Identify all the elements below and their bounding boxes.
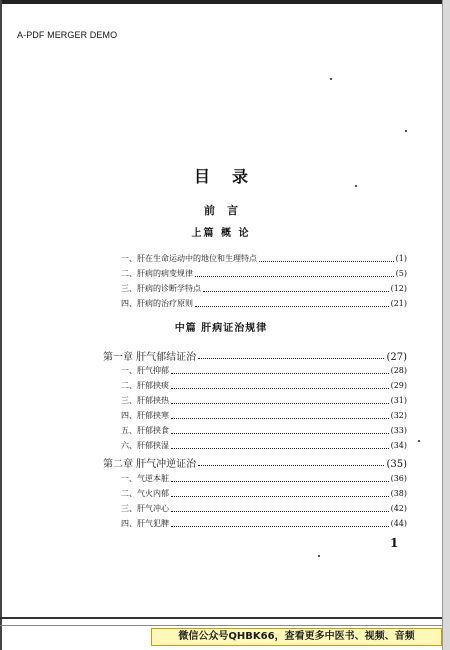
scan-speck [318, 555, 320, 557]
toc-entry[interactable] [121, 395, 407, 406]
dot-leader [259, 256, 394, 262]
toc-entry-label: 四、肝气犯脾 [121, 519, 169, 528]
toc-preface: 前言 [204, 204, 250, 217]
toc-entry-label: 一、肝气抑郁 [121, 366, 169, 375]
toc-chapter-page: (27) [386, 352, 407, 363]
scan-speck [405, 130, 407, 132]
toc-entry-page: (33) [390, 426, 407, 435]
promo-banner[interactable]: 微信公众号QHBK66，查看更多中医书、视频、音频 [151, 628, 442, 646]
toc-entry-page: (38) [390, 489, 407, 498]
toc-entry[interactable] [121, 488, 407, 499]
dot-leader [171, 443, 389, 449]
toc-entry-page: (42) [390, 504, 407, 513]
dot-leader [171, 506, 389, 512]
toc-entry-page: (21) [390, 299, 407, 308]
toc-entry-label: 四、肝病的治疗原则 [121, 299, 193, 308]
toc-entry-label: 五、肝郁挟食 [121, 426, 169, 435]
toc-entry-label: 三、肝郁挟热 [121, 396, 169, 405]
scan-speck [418, 440, 420, 442]
vertical-scrollbar[interactable] [442, 0, 450, 650]
toc-entry-label: 三、肝气冲心 [121, 504, 169, 513]
page-divider [0, 617, 442, 619]
toc-entry[interactable] [121, 380, 407, 391]
toc-entry-page: (34) [390, 441, 407, 450]
toc-entry[interactable] [121, 503, 407, 514]
toc-entry-label: 二、肝病的病变规律 [121, 269, 193, 278]
toc-entry[interactable] [121, 410, 407, 421]
toc-entry-label: 六、肝郁挟湿 [121, 441, 169, 450]
toc-chapter[interactable] [103, 348, 407, 363]
toc-chapter-label: 第一章 肝气郁结证治 [103, 352, 197, 363]
toc-chapter-page: (35) [386, 459, 407, 470]
toc-entry-page: (31) [390, 396, 407, 405]
dot-leader [171, 428, 389, 434]
page-number: 1 [390, 536, 399, 550]
dot-leader [198, 353, 384, 359]
page-title: 目录 [193, 167, 270, 186]
toc-entry-page: (36) [390, 474, 407, 483]
dot-leader [171, 383, 389, 389]
toc-entry-page: (28) [390, 366, 407, 375]
toc-entry-page: (44) [390, 519, 407, 528]
dot-leader [171, 521, 389, 527]
toc-entry-label: 一、肝在生命运动中的地位和生理特点 [121, 254, 257, 263]
dot-leader [198, 460, 384, 466]
toc-entry-page: (29) [390, 381, 407, 390]
toc-entry-label: 三、肝病的诊断学特点 [121, 284, 201, 293]
toc-entry-page: (5) [395, 269, 407, 278]
toc-entry-label: 四、肝郁挟寒 [121, 411, 169, 420]
toc-entry-label: 二、气火内郁 [121, 489, 169, 498]
scan-speck [355, 185, 357, 187]
toc-entry[interactable] [121, 268, 407, 279]
dot-leader [195, 301, 389, 307]
toc-entry[interactable] [121, 440, 407, 451]
toc-entry[interactable] [121, 425, 407, 436]
watermark-text: A-PDF MERGER DEMO [17, 30, 118, 40]
dot-leader [171, 368, 389, 374]
part2-heading: 中篇 肝病证治规律 [174, 323, 268, 334]
toc-entry[interactable] [121, 283, 407, 294]
dot-leader [171, 413, 389, 419]
toc-entry[interactable] [121, 365, 407, 376]
page-divider [0, 625, 442, 626]
dot-leader [171, 476, 389, 482]
dot-leader [195, 271, 394, 277]
toc-chapter-label: 第二章 肝气冲逆证治 [103, 459, 197, 470]
dot-leader [171, 491, 389, 497]
dot-leader [203, 286, 389, 292]
toc-entry-page: (12) [390, 284, 407, 293]
toc-entry-label: 一、气逆本脏 [121, 474, 169, 483]
toc-entry[interactable] [121, 473, 407, 484]
toc-chapter[interactable] [103, 455, 407, 470]
toc-entry[interactable] [121, 298, 407, 309]
toc-entry-page: (32) [390, 411, 407, 420]
toc-entry[interactable] [121, 518, 407, 529]
window-top-border [0, 0, 450, 4]
part1-heading: 上篇 概 论 [191, 228, 251, 239]
scan-speck [330, 78, 332, 80]
toc-entry[interactable] [121, 253, 407, 264]
toc-entry-label: 二、肝郁挟痰 [121, 381, 169, 390]
dot-leader [171, 398, 389, 404]
toc-entry-page: (1) [395, 254, 407, 263]
